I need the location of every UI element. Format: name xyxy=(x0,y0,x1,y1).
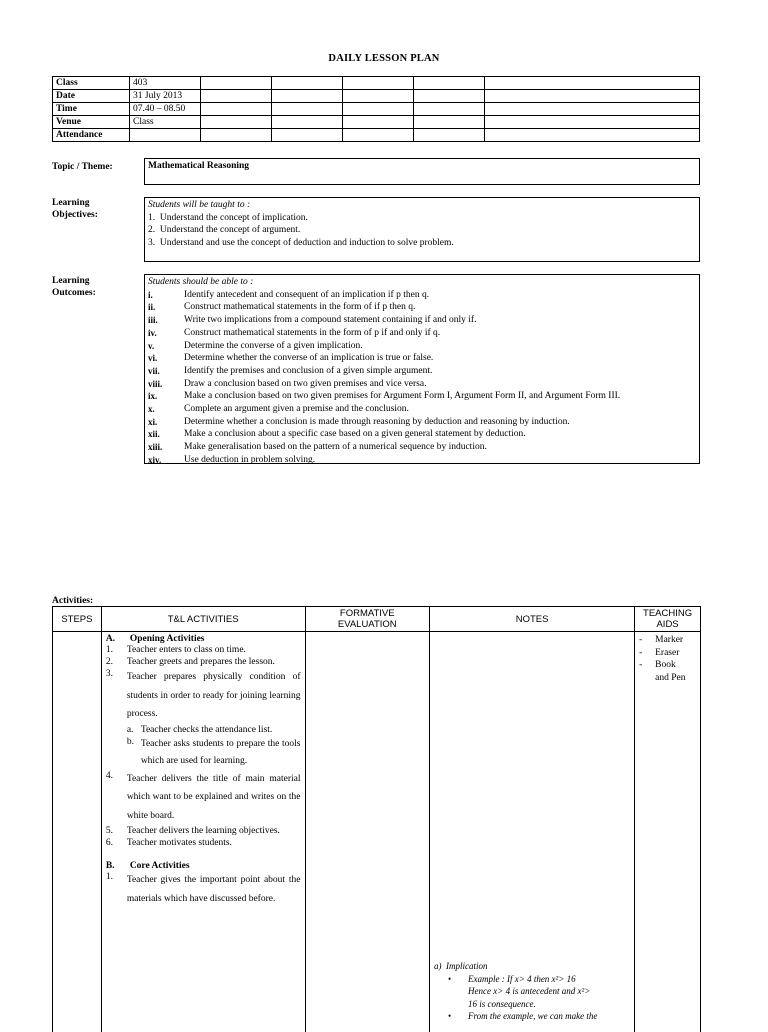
section-opening: A. Opening Activities xyxy=(106,634,301,644)
outcome-text: Determine whether a conclusion is made through reasoning by deduction and reasoning by induction. xyxy=(184,416,696,429)
info-empty-cell xyxy=(201,90,272,103)
objectives-label-line2: Objectives: xyxy=(52,209,98,221)
outcome-text: Use deduction in problem solving. xyxy=(184,454,696,467)
outcome-list xyxy=(148,289,696,467)
topic-value: Mathematical Reasoning xyxy=(148,161,249,171)
activity-step xyxy=(106,644,301,656)
info-label: Date xyxy=(53,90,130,103)
outcome-item xyxy=(148,441,696,454)
outcome-number: viii. xyxy=(148,378,184,391)
outcome-item xyxy=(148,365,696,378)
outcome-item xyxy=(148,340,696,353)
info-value: 403 xyxy=(130,77,201,90)
teaching-aid-item: - Marker xyxy=(639,634,700,647)
header-notes: NOTES xyxy=(430,607,635,632)
info-empty-cell xyxy=(272,90,343,103)
outcome-text: Make a conclusion based on two given premises for Argument Form I, Argument Form II, and Argument Form III. xyxy=(184,390,696,403)
step-number: 2. xyxy=(106,656,127,668)
objectives-intro: Students will be taught to : xyxy=(148,199,696,212)
outcomes-label-line2: Outcomes: xyxy=(52,287,96,299)
outcome-item xyxy=(148,416,696,429)
activity-step xyxy=(106,736,301,770)
info-row xyxy=(53,77,700,90)
info-row xyxy=(53,90,700,103)
objective-item: 2. Understand the concept of argument. xyxy=(148,224,696,237)
activities-label: Activities: xyxy=(52,595,93,607)
step-text: Teacher enters to class on time. xyxy=(127,644,301,656)
outcome-number: xii. xyxy=(148,428,184,441)
info-empty-cell xyxy=(485,129,700,142)
outcome-number: vii. xyxy=(148,365,184,378)
info-empty-cell xyxy=(201,103,272,116)
outcome-number: x. xyxy=(148,403,184,416)
activity-step xyxy=(106,825,301,837)
teaching-aid-text: and Pen xyxy=(655,672,685,685)
teaching-aid-item: - Eraser xyxy=(639,647,700,660)
outcome-item xyxy=(148,378,696,391)
steps-cell xyxy=(53,632,102,1032)
step-text: Teacher checks the attendance list. xyxy=(141,724,272,736)
teaching-aid-item: - Book xyxy=(639,659,700,672)
info-value: 07.40 – 08.50 xyxy=(130,103,201,116)
info-empty-cell xyxy=(485,90,700,103)
outcome-item xyxy=(148,403,696,416)
info-empty-cell xyxy=(414,129,485,142)
outcome-text: Determine whether the converse of an implication is true or false. xyxy=(184,352,696,365)
info-empty-cell xyxy=(414,90,485,103)
step-text: Teacher delivers the title of main material which want to be explained and writes on the white board. xyxy=(127,770,301,826)
step-number: 1. xyxy=(106,871,127,908)
info-empty-cell xyxy=(485,103,700,116)
step-number: a. xyxy=(127,724,141,736)
teaching-aid-item xyxy=(639,672,700,685)
section-core: B. Core Activities xyxy=(106,861,301,871)
info-label: Class xyxy=(53,77,130,90)
info-empty-cell xyxy=(272,103,343,116)
info-empty-cell xyxy=(272,77,343,90)
info-empty-cell xyxy=(485,116,700,129)
header-steps: STEPS xyxy=(53,607,102,632)
info-value: Class xyxy=(130,116,201,129)
objectives-box xyxy=(144,197,700,262)
outcome-item xyxy=(148,314,696,327)
outcome-item xyxy=(148,454,696,467)
outcomes-label xyxy=(52,275,96,299)
outcome-text: Determine the converse of a given implication. xyxy=(184,340,696,353)
outcome-item xyxy=(148,289,696,302)
outcome-number: vi. xyxy=(148,352,184,365)
outcome-number: xiv. xyxy=(148,454,184,467)
info-empty-cell xyxy=(414,77,485,90)
info-value xyxy=(130,129,201,142)
outcome-item xyxy=(148,352,696,365)
step-text: Teacher asks students to prepare the tools which are used for learning. xyxy=(141,736,301,770)
outcome-number: i. xyxy=(148,289,184,302)
class-info-table xyxy=(52,76,700,142)
outcome-text: Make a conclusion about a specific case based on a given general statement by deduction. xyxy=(184,428,696,441)
info-empty-cell xyxy=(272,116,343,129)
outcomes-box xyxy=(144,274,700,464)
activity-step xyxy=(106,871,301,908)
outcomes-intro: Students should be able to : xyxy=(148,276,696,289)
outcome-text: Construct mathematical statements in the form of p if and only if q. xyxy=(184,327,696,340)
outcome-text: Make generalisation based on the pattern of a numerical sequence by induction. xyxy=(184,441,696,454)
objectives-label-line1: Learning xyxy=(52,197,98,209)
outcome-text: Draw a conclusion based on two given premises and vice versa. xyxy=(184,378,696,391)
activity-step xyxy=(106,724,301,736)
outcome-number: ix. xyxy=(148,390,184,403)
notes-line: 16 is consequence. xyxy=(434,998,630,1011)
info-row xyxy=(53,103,700,116)
notes-line: Example : If x> 4 then x²> 16 xyxy=(468,973,576,986)
step-text: Teacher greets and prepares the lesson. xyxy=(127,656,301,668)
notes-content: a) Implication • Example : If x> 4 then x²> 16 Hence x> 4 is antecedent and x²> 16 is consequence. • From the example, we can make the xyxy=(434,960,630,1023)
outcome-item xyxy=(148,428,696,441)
notes-heading: a) Implication xyxy=(434,960,630,973)
outcome-text: Complete an argument given a premise and the conclusion. xyxy=(184,403,696,416)
info-value: 31 July 2013 xyxy=(130,90,201,103)
info-empty-cell xyxy=(343,77,414,90)
header-aids: TEACHING AIDS xyxy=(635,607,701,632)
step-number: 1. xyxy=(106,644,127,656)
step-text: Teacher motivates students. xyxy=(127,837,301,849)
header-activities: T&L ACTIVITIES xyxy=(101,607,305,632)
info-empty-cell xyxy=(485,77,700,90)
outcomes-label-line1: Learning xyxy=(52,275,96,287)
step-number: 5. xyxy=(106,825,127,837)
outcome-number: v. xyxy=(148,340,184,353)
outcome-number: iv. xyxy=(148,327,184,340)
outcome-item xyxy=(148,390,696,403)
activity-step xyxy=(106,656,301,668)
teaching-aid-text: Marker xyxy=(655,634,683,647)
info-empty-cell xyxy=(343,116,414,129)
activity-step xyxy=(106,837,301,849)
info-empty-cell xyxy=(201,77,272,90)
info-empty-cell xyxy=(201,116,272,129)
info-empty-cell xyxy=(414,103,485,116)
activities-cell xyxy=(101,632,305,1032)
info-label: Venue xyxy=(53,116,130,129)
outcome-item xyxy=(148,327,696,340)
info-empty-cell xyxy=(272,129,343,142)
aids-cell xyxy=(635,632,701,1032)
info-label: Time xyxy=(53,103,130,116)
info-empty-cell xyxy=(343,103,414,116)
info-empty-cell xyxy=(343,129,414,142)
step-text: Teacher prepares physically condition of students in order to ready for joining learning process. xyxy=(127,668,301,724)
activity-step xyxy=(106,770,301,826)
info-empty-cell xyxy=(414,116,485,129)
objective-item: 3. Understand and use the concept of deduction and induction to solve problem. xyxy=(148,237,696,250)
outcome-number: iii. xyxy=(148,314,184,327)
step-text: Teacher delivers the learning objectives. xyxy=(127,825,301,837)
outcome-text: Identify antecedent and consequent of an implication if p then q. xyxy=(184,289,696,302)
outcome-item xyxy=(148,301,696,314)
notes-cell xyxy=(430,632,635,1032)
teaching-aid-text: Eraser xyxy=(655,647,679,660)
topic-box xyxy=(144,158,700,185)
step-number: b. xyxy=(127,736,141,770)
notes-line: Hence x> 4 is antecedent and x²> xyxy=(434,985,630,998)
info-row xyxy=(53,116,700,129)
evaluation-cell xyxy=(305,632,430,1032)
teaching-aid-text: Book xyxy=(655,659,676,672)
info-row xyxy=(53,129,700,142)
step-text: Teacher gives the important point about the materials which have discussed before. xyxy=(127,871,301,908)
info-empty-cell xyxy=(201,129,272,142)
header-evaluation: FORMATIVE EVALUATION xyxy=(305,607,430,632)
outcome-text: Construct mathematical statements in the form of if p then q. xyxy=(184,301,696,314)
outcome-number: ii. xyxy=(148,301,184,314)
outcome-number: xiii. xyxy=(148,441,184,454)
outcome-number: xi. xyxy=(148,416,184,429)
topic-label: Topic / Theme: xyxy=(52,161,113,173)
notes-line: From the example, we can make the xyxy=(468,1010,597,1023)
outcome-text: Write two implications from a compound statement containing if and only if. xyxy=(184,314,696,327)
activity-step xyxy=(106,668,301,724)
info-label: Attendance xyxy=(53,129,130,142)
info-empty-cell xyxy=(343,90,414,103)
objective-item: 1. Understand the concept of implication. xyxy=(148,212,696,225)
step-number: 6. xyxy=(106,837,127,849)
page-title: DAILY LESSON PLAN xyxy=(0,53,768,64)
activities-table xyxy=(52,606,701,1032)
step-number: 4. xyxy=(106,770,127,826)
objectives-label xyxy=(52,197,98,221)
outcome-text: Identify the premises and conclusion of a given simple argument. xyxy=(184,365,696,378)
step-number: 3. xyxy=(106,668,127,724)
